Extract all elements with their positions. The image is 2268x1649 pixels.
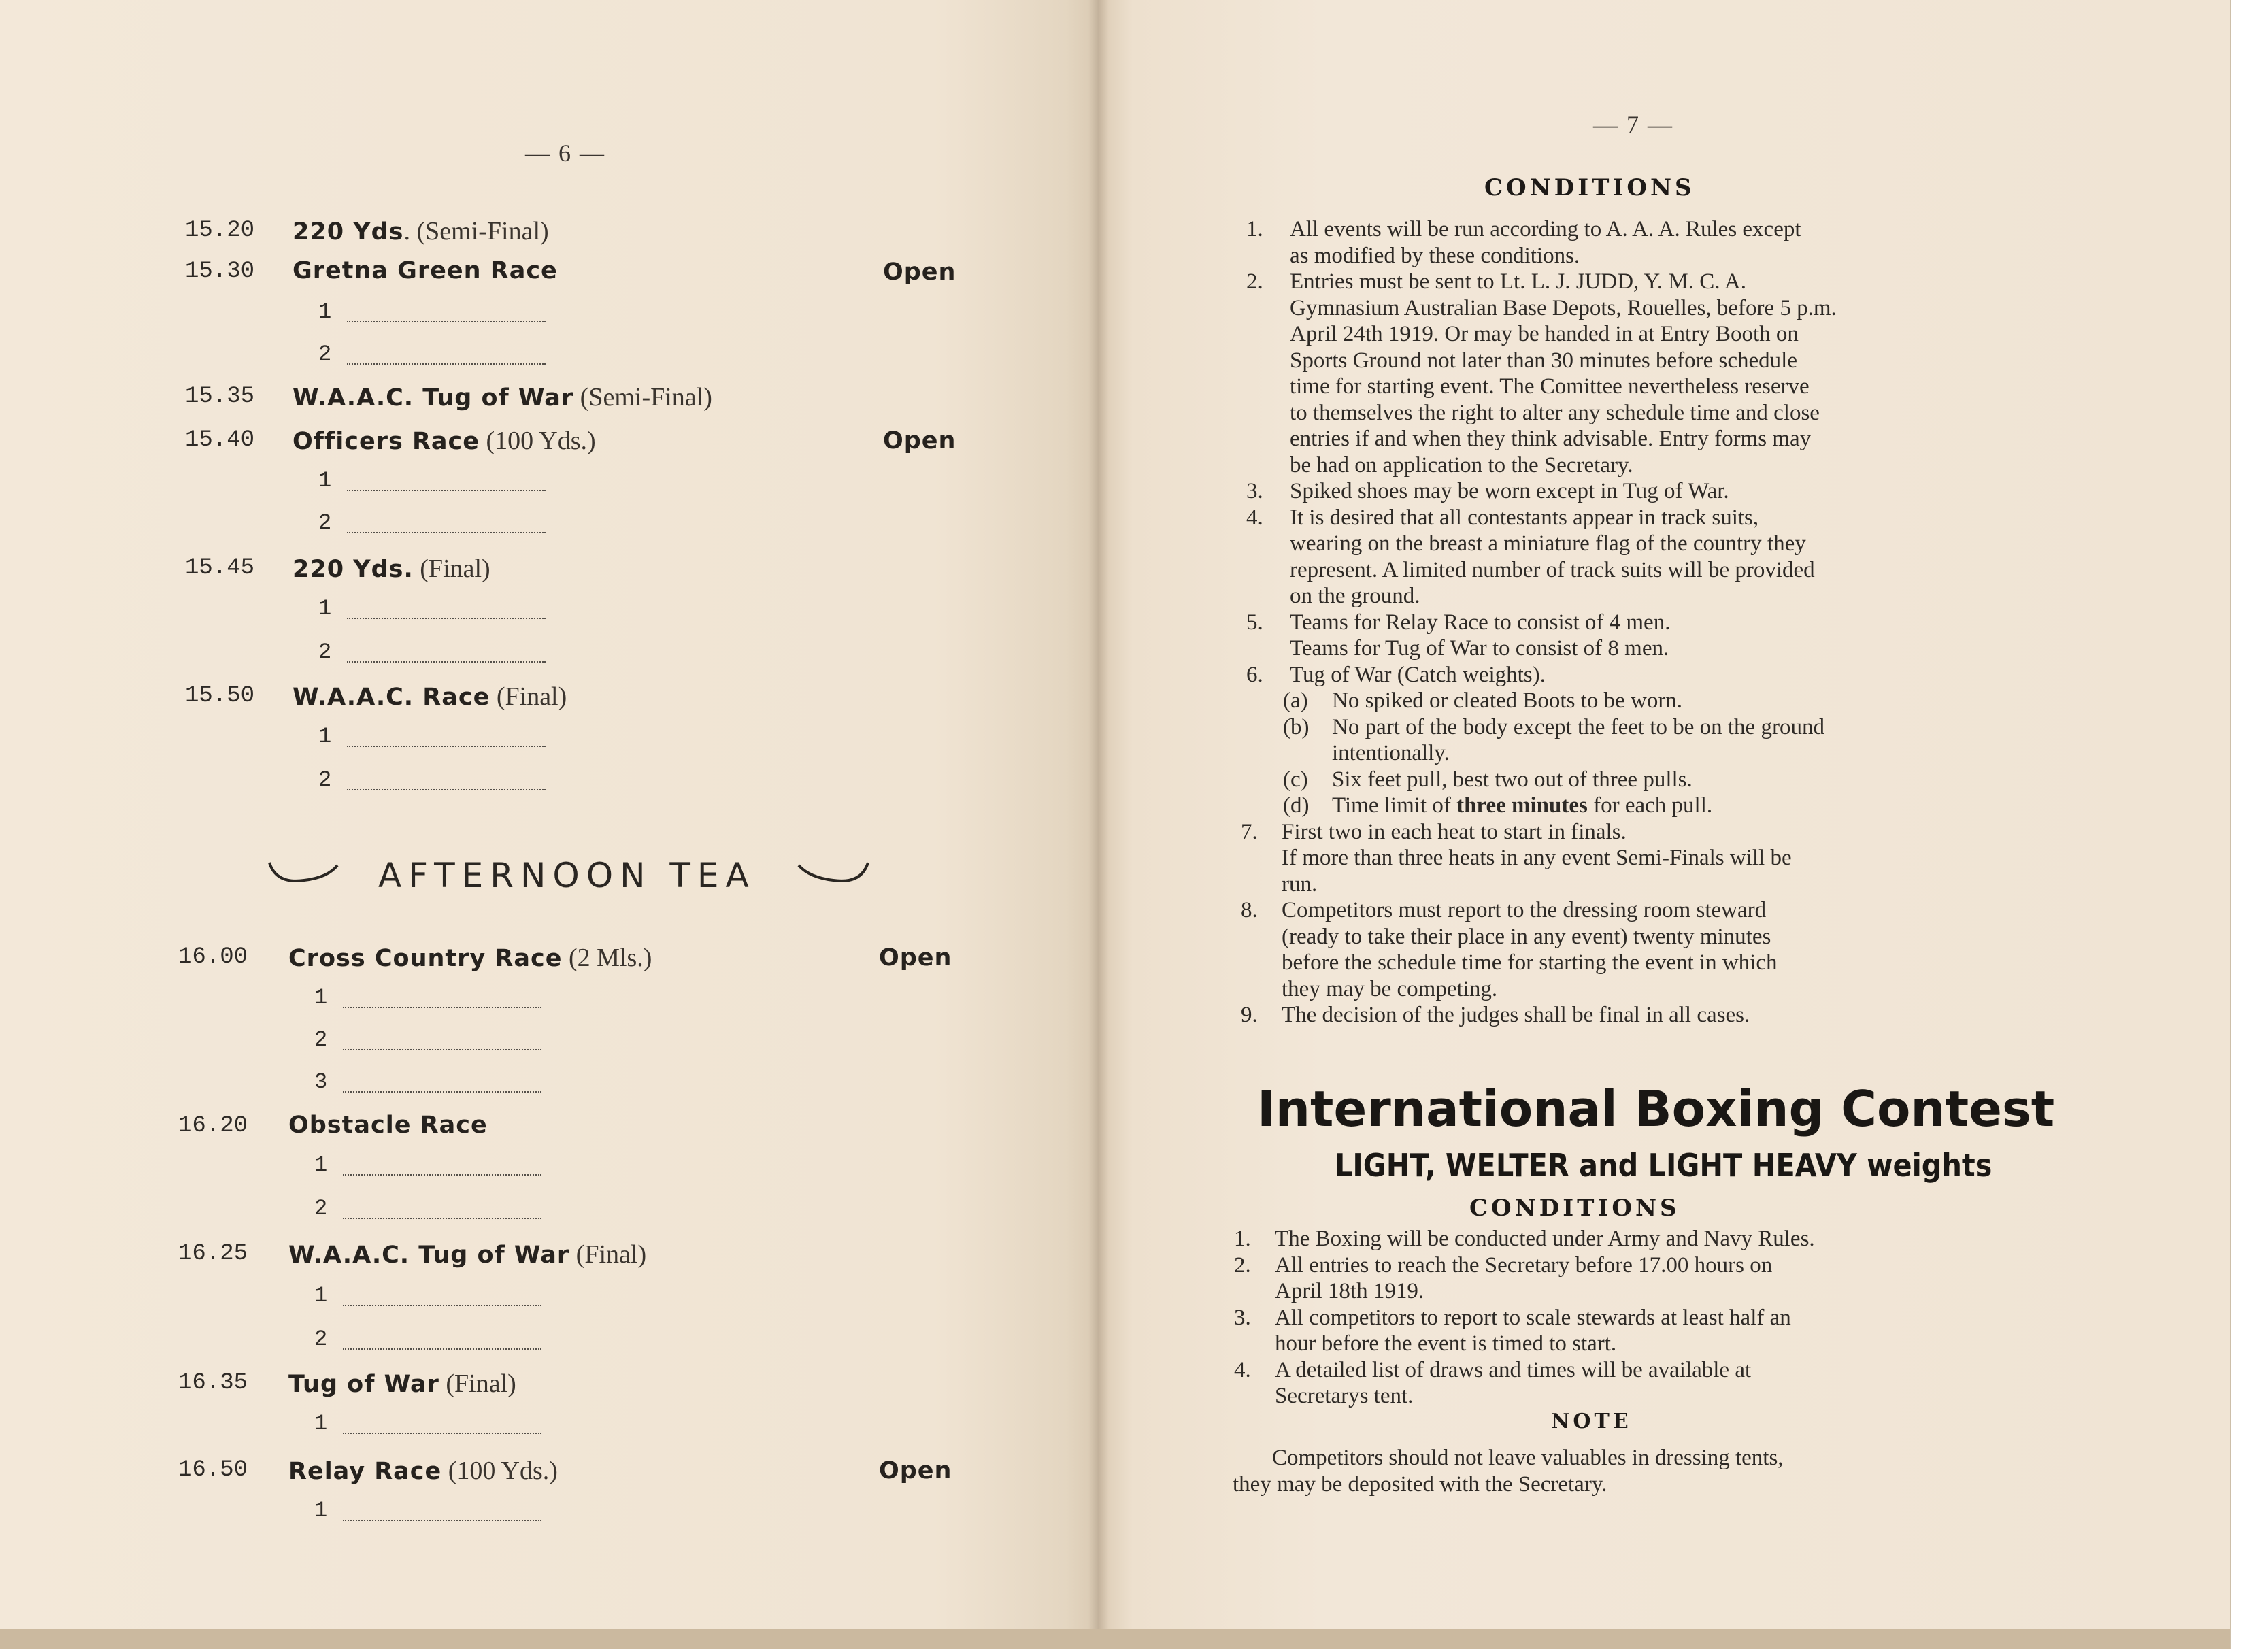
page-number-left: — 6 — xyxy=(525,139,605,167)
condition-number: 3. xyxy=(1246,479,1263,503)
condition-line: be had on application to the Secretary. xyxy=(1290,452,1633,478)
entry-line xyxy=(347,490,546,491)
place-number: 1 xyxy=(318,299,332,324)
sub-clause-line: intentionally. xyxy=(1332,741,1450,765)
boxing-conditions-heading: CONDITIONS xyxy=(1469,1195,1680,1222)
event-name-text: Tug of War xyxy=(288,1371,439,1398)
event-name-text: 220 Yds xyxy=(293,218,404,246)
entry-line xyxy=(343,1091,541,1093)
condition-line: Tug of War (Catch weights). xyxy=(1290,662,1546,687)
condition-number: 8. xyxy=(1241,898,1258,922)
condition-number: 4. xyxy=(1246,505,1263,530)
condition-line: Spiked shoes may be worn except in Tug of War. xyxy=(1290,479,1729,503)
event-time: 16.35 xyxy=(178,1370,248,1396)
condition-number: 2. xyxy=(1234,1252,1251,1278)
event-time: 15.30 xyxy=(185,259,255,284)
condition-line: time for starting event. The Comittee nevertheless reserve xyxy=(1290,374,1810,399)
event-time: 15.35 xyxy=(185,384,255,410)
page-bottom-edge xyxy=(0,1629,2230,1649)
condition-line: The Boxing will be conducted under Army and Navy Rules. xyxy=(1275,1227,1815,1251)
entry-line xyxy=(343,1007,541,1008)
scan-margin xyxy=(2230,0,2268,1649)
event-name xyxy=(293,554,490,584)
event-name-text: Gretna Green Race xyxy=(293,257,558,284)
event-note: (Final) xyxy=(439,1369,516,1398)
event-name xyxy=(293,426,596,456)
open-label: Open xyxy=(883,259,956,286)
event-time: 16.25 xyxy=(178,1241,248,1267)
event-note: (Final) xyxy=(490,682,567,711)
note-heading: NOTE xyxy=(1551,1410,1632,1433)
condition-line: run. xyxy=(1282,871,1318,897)
entry-line xyxy=(343,1305,541,1306)
condition-number: 3. xyxy=(1234,1305,1251,1330)
right-flourish-icon xyxy=(796,859,871,888)
time-limit-bold: three minutes xyxy=(1456,793,1588,818)
entry-line xyxy=(347,789,546,790)
sub-clause-line: No spiked or cleated Boots to be worn. xyxy=(1332,688,1683,713)
condition-line: Teams for Relay Race to consist of 4 men. xyxy=(1290,610,1671,635)
entry-line xyxy=(347,661,546,663)
event-name-text: Obstacle Race xyxy=(288,1112,488,1139)
event-name xyxy=(288,1112,488,1139)
entry-line xyxy=(343,1174,541,1176)
book-gutter xyxy=(1088,0,1109,1649)
condition-number: 6. xyxy=(1246,662,1263,687)
sub-clause-line: Six feet pull, best two out of three pulls. xyxy=(1332,767,1692,792)
place-number: 2 xyxy=(318,342,332,367)
condition-number: 1. xyxy=(1234,1227,1251,1251)
entry-line xyxy=(343,1049,541,1050)
sub-clause-line xyxy=(1332,793,1712,819)
conditions-heading: CONDITIONS xyxy=(1484,174,1695,201)
event-time: 16.20 xyxy=(178,1113,248,1139)
condition-number: 7. xyxy=(1241,819,1258,844)
note-line: they may be deposited with the Secretary. xyxy=(1233,1471,1607,1497)
place-number: 1 xyxy=(314,1498,328,1523)
event-time: 15.40 xyxy=(185,427,255,453)
condition-line: wearing on the breast a miniature flag of the country they xyxy=(1290,531,1806,556)
place-number: 2 xyxy=(318,767,332,793)
time-limit-pre: Time limit of xyxy=(1332,793,1457,818)
condition-line: April 18th 1919. xyxy=(1275,1279,1424,1303)
open-label: Open xyxy=(879,944,952,971)
event-note: (100 Yds.) xyxy=(480,427,596,455)
open-label: Open xyxy=(883,427,956,454)
event-name-text: Cross Country Race xyxy=(288,945,563,972)
note-line: Competitors should not leave valuables in dressing tents, xyxy=(1272,1446,1784,1470)
entry-line xyxy=(347,321,546,322)
condition-line: If more than three heats in any event Semi-Finals will be xyxy=(1282,846,1792,870)
place-number: 1 xyxy=(318,468,332,493)
event-time: 15.50 xyxy=(185,683,255,709)
entry-line xyxy=(343,1520,541,1521)
right-page xyxy=(1099,0,2230,1649)
place-number: 2 xyxy=(318,510,332,535)
condition-line: It is desired that all contestants appear in track suits, xyxy=(1290,505,1759,530)
event-note: (Final) xyxy=(569,1240,647,1269)
event-name xyxy=(293,682,567,712)
place-number: 1 xyxy=(318,596,332,621)
place-number: 2 xyxy=(318,639,332,665)
event-time: 15.20 xyxy=(185,218,255,244)
event-name-text: W.A.A.C. Tug of War xyxy=(288,1242,570,1269)
event-time: 15.45 xyxy=(185,555,255,581)
event-name xyxy=(288,943,652,973)
place-number: 2 xyxy=(314,1196,328,1221)
event-note: . (Semi-Final) xyxy=(403,217,549,246)
left-page xyxy=(0,0,1099,1649)
condition-line: before the schedule time for starting the event in which xyxy=(1282,950,1778,975)
place-number: 1 xyxy=(314,985,328,1010)
event-name-text: W.A.A.C. Race xyxy=(293,684,490,711)
condition-number: 2. xyxy=(1246,269,1263,294)
place-number: 2 xyxy=(314,1027,328,1052)
condition-line: A detailed list of draws and times will be available at xyxy=(1275,1357,1752,1382)
event-name xyxy=(293,257,558,284)
boxing-subtitle: LIGHT, WELTER and LIGHT HEAVY weights xyxy=(1335,1147,1992,1184)
place-number: 2 xyxy=(314,1327,328,1352)
event-name xyxy=(288,1369,516,1399)
condition-line: entries if and when they think advisable. Entry forms may xyxy=(1290,427,1812,451)
entry-line xyxy=(343,1218,541,1219)
afternoon-tea-heading: AFTERNOON TEA xyxy=(378,856,756,895)
event-note: (100 Yds.) xyxy=(441,1456,558,1485)
sub-clause-letter: (d) xyxy=(1283,793,1310,818)
place-number: 1 xyxy=(314,1411,328,1436)
event-name-text: Relay Race xyxy=(288,1458,442,1485)
event-note: (Final) xyxy=(413,554,490,583)
sub-clause-line: No part of the body except the feet to be on the ground xyxy=(1332,714,1824,739)
place-number: 1 xyxy=(314,1152,328,1178)
sub-clause-letter: (b) xyxy=(1283,714,1310,739)
event-name xyxy=(293,216,549,246)
condition-line: April 24th 1919. Or may be handed in at Entry Booth on xyxy=(1290,322,1799,346)
condition-line: to themselves the right to alter any schedule time and close xyxy=(1290,400,1820,425)
event-name-text: 220 Yds. xyxy=(293,556,414,583)
condition-line: Teams for Tug of War to consist of 8 men. xyxy=(1290,636,1669,661)
place-number: 3 xyxy=(314,1069,328,1095)
condition-number: 4. xyxy=(1234,1357,1251,1382)
boxing-title: International Boxing Contest xyxy=(1257,1080,2055,1137)
event-note: (Semi-Final) xyxy=(573,383,712,412)
condition-line: The decision of the judges shall be final in all cases. xyxy=(1282,1003,1750,1027)
event-name xyxy=(288,1239,646,1269)
condition-line: Entries must be sent to Lt. L. J. JUDD, Y. M. C. A. xyxy=(1290,269,1747,294)
condition-line: Sports Ground not later than 30 minutes before schedule xyxy=(1290,348,1797,373)
condition-line: First two in each heat to start in finals. xyxy=(1282,819,1627,844)
entry-line xyxy=(347,746,546,747)
place-number: 1 xyxy=(318,724,332,749)
sub-clause-letter: (c) xyxy=(1283,767,1308,792)
event-name xyxy=(293,382,712,412)
condition-line: Secretarys tent. xyxy=(1275,1384,1414,1408)
entry-line xyxy=(347,363,546,365)
entry-line xyxy=(347,618,546,619)
condition-line: represent. A limited number of track suits will be provided xyxy=(1290,557,1815,582)
condition-number: 9. xyxy=(1241,1003,1258,1027)
place-number: 1 xyxy=(314,1283,328,1308)
condition-number: 5. xyxy=(1246,610,1263,635)
condition-line: hour before the event is timed to start. xyxy=(1275,1331,1617,1356)
left-flourish-icon xyxy=(267,859,341,888)
open-label: Open xyxy=(879,1457,952,1484)
condition-number: 1. xyxy=(1246,217,1263,241)
condition-line: Gymnasium Australian Base Depots, Rouelles, before 5 p.m. xyxy=(1290,295,1837,320)
condition-line: on the ground. xyxy=(1290,584,1420,608)
event-time: 16.00 xyxy=(178,944,248,970)
condition-line: Competitors must report to the dressing room steward xyxy=(1282,898,1767,922)
sub-clause-letter: (a) xyxy=(1283,688,1308,713)
condition-line: they may be competing. xyxy=(1282,976,1498,1001)
condition-line: All events will be run according to A. A. A. Rules except xyxy=(1290,217,1801,241)
time-limit-post: for each pull. xyxy=(1587,793,1713,818)
condition-line: All competitors to report to scale stewards at least half an xyxy=(1275,1305,1791,1330)
condition-line: All entries to reach the Secretary before 17.00 hours on xyxy=(1275,1252,1773,1278)
event-time: 16.50 xyxy=(178,1457,248,1483)
event-name-text: W.A.A.C. Tug of War xyxy=(293,384,574,412)
entry-line xyxy=(343,1433,541,1434)
event-name xyxy=(288,1456,558,1486)
condition-line: (ready to take their place in any event) twenty minutes xyxy=(1282,924,1771,949)
entry-line xyxy=(347,532,546,533)
event-name-text: Officers Race xyxy=(293,428,480,455)
entry-line xyxy=(343,1348,541,1350)
condition-line: as modified by these conditions. xyxy=(1290,243,1580,268)
event-note: (2 Mls.) xyxy=(562,944,652,972)
page-number-right: — 7 — xyxy=(1593,111,1673,138)
